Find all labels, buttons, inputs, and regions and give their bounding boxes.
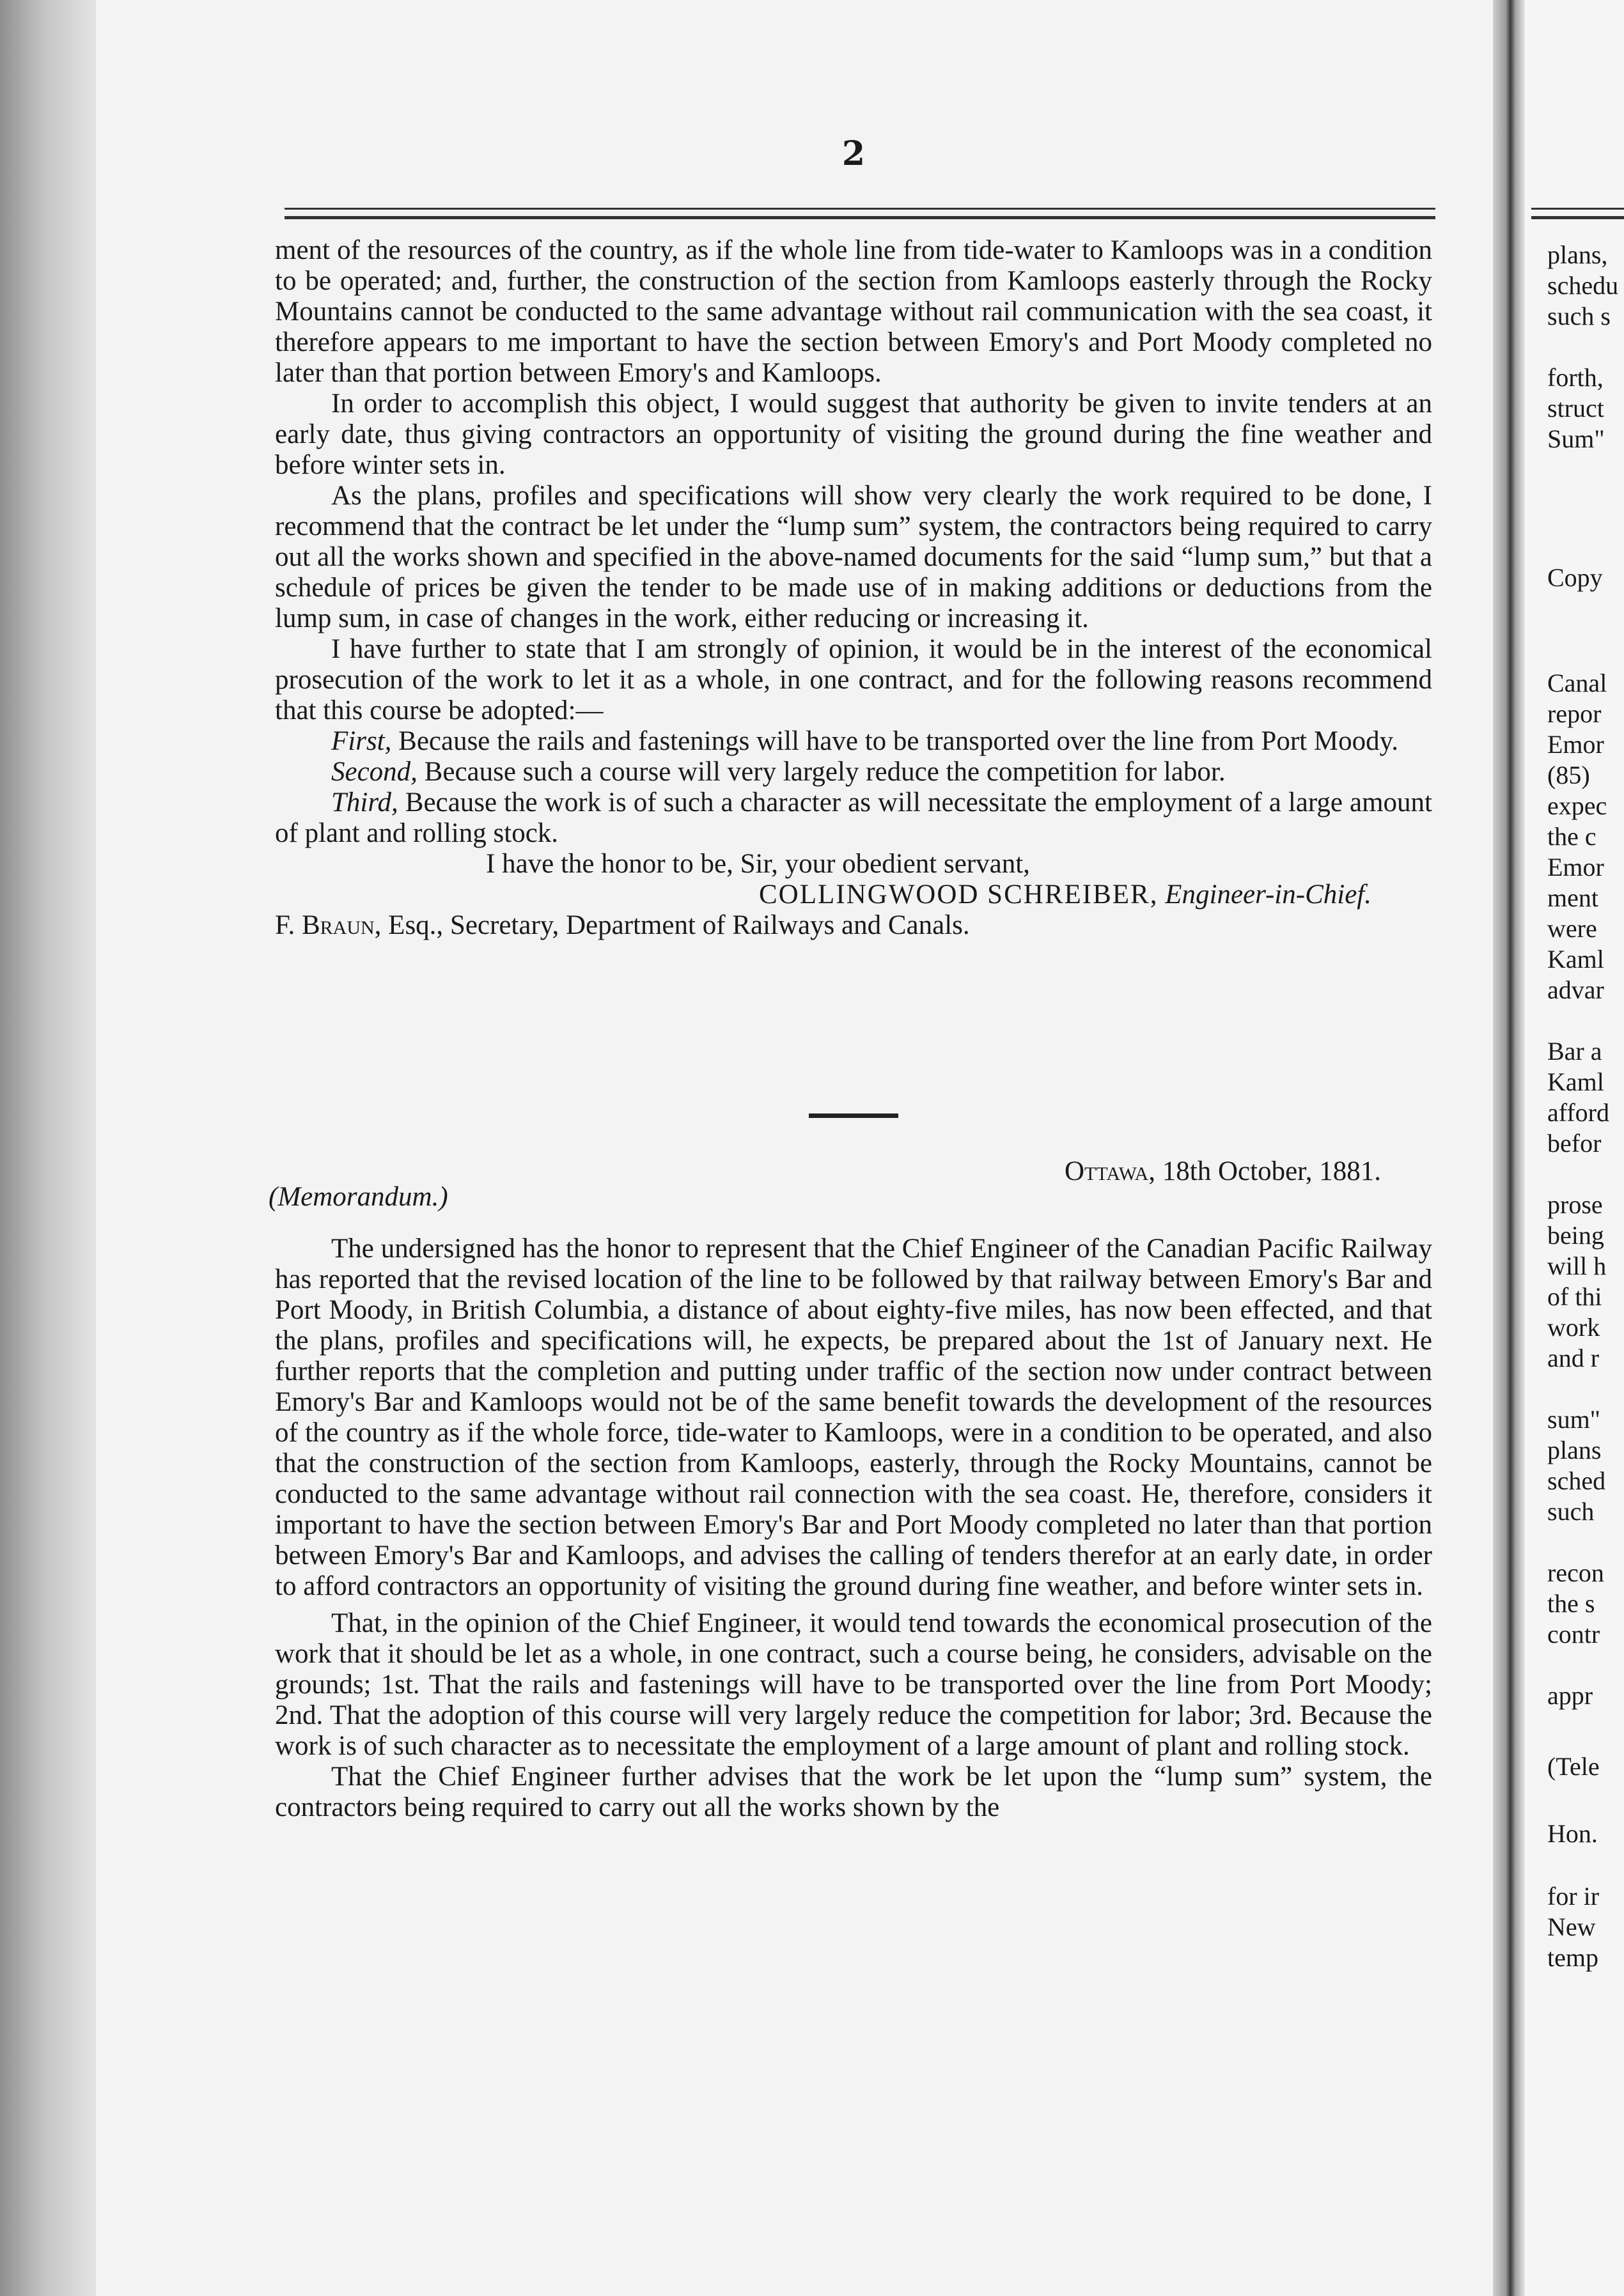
reason-second [275,757,1432,787]
reason-first-label: First, [331,726,392,756]
facing-page-fragment: (Tele [1547,1752,1600,1781]
memo-label: (Memorandum.) [269,1182,448,1212]
reason-second-text: Because such a course will very largely reduce the competition for labor. [417,757,1226,787]
reason-first-text: Because the rails and fastenings will have to be transported over the line from Port Moody. [391,726,1399,756]
facing-page-fragment: Copy [1547,563,1603,592]
facing-page-fragment: temp [1547,1943,1598,1972]
reason-first [275,726,1432,757]
facing-page-fragment: schedu [1547,271,1619,300]
memo-date: , 18th October, 1881. [1148,1156,1381,1186]
facing-page-fragment: repor [1547,699,1602,728]
letter-paragraph-2: In order to accomplish this object, I would suggest that authority be given to invite tenders at an early date, thus giving contractors an opportunity of visiting the ground during the fine weather and before winter sets in. [275,389,1432,480]
facing-page-fragment: struct [1547,394,1604,423]
addressee [275,910,1432,941]
memo-paragraph-2: That, in the opinion of the Chief Engineer, it would tend towards the economical prosecution of the work that it should be let as a whole, in one contract, such a course being, he considers, advisable on the grounds; 1st. That the rails and fastenings will have to be transported over the line from Port Moody; 2nd. That the adoption of this course will very largely reduce the competition for labor; 3rd. Because the work is of such character as to necessitate the employment of a large amount of plant and rolling stock. [275,1608,1432,1761]
facing-page-fragment: for ir [1547,1882,1600,1911]
facing-page-fragment: forth, [1547,363,1604,392]
reason-second-label: Second, [331,757,418,787]
letter-body [275,235,1432,941]
facing-page-fragment: afford [1547,1098,1609,1127]
facing-page-fragment: and r [1547,1344,1600,1372]
facing-page-fragment: recon [1547,1558,1604,1587]
page-number: 2 [841,134,866,173]
memo-place: Ottawa [1065,1156,1149,1186]
facing-page-fragment: Sum" [1547,424,1605,453]
letter-paragraph-3: As the plans, profiles and specifications will show very clearly the work required to be done, I recommend that the contract be let under the “lump sum” system, the contractors being required to carry out all the works shown and specified in the above-named documents for the said “lump sum,” but that a schedule of prices be given the tender to be made use of in making additions or deductions from the lump sum, in case of changes in the work, either reducing or increasing it. [275,481,1432,633]
facing-page-fragment: work [1547,1313,1600,1342]
facing-page-rule [1531,208,1624,219]
facing-page-fragment: Emor [1547,730,1604,759]
memo-paragraph-1: The undersigned has the honor to represent that the Chief Engineer of the Canadian Pacific Railway has reported that the revised location of the line to be followed by that railway between Emory's Bar and Port Moody, in British Columbia, a distance of about eighty-five miles, has now been effected, and that the plans, profiles and specifications will, he expects, be prepared about the 1st of January next. He further reports that the completion and putting under traffic of the section now under contract between Emory's Bar and Kamloops would not be of the same benefit towards the development of the resources of the country as if the whole force, tide-water to Kamloops, were in a condition to be operated, and also that the construction of the section from Kamloops, easterly, through the Rocky Mountains, cannot be conducted to the same advantage without rail connection with the sea coast. He, therefore, considers it important to have the section between Emory's Bar and Port Moody completed no later than that portion between Emory's Bar and Kamloops, and advises the calling of tenders therefor at an early date, in order to afford contractors an opportunity of visiting the ground during fine weather, and before winter sets in. [275,1234,1432,1601]
addressee-name: Braun [301,910,375,940]
facing-page-fragment: Hon. [1547,1819,1598,1848]
memo-dateline [767,1156,1381,1187]
complimentary-close: I have the honor to be, Sir, your obedient servant, [486,849,1030,879]
scan-left-margin [0,0,96,2296]
facing-page-fragment: such [1547,1497,1595,1526]
facing-page-fragment: were [1547,914,1597,943]
facing-page-fragment: contr [1547,1620,1600,1648]
letter-paragraph-4: I have further to state that I am strongly of opinion, it would be in the interest of the economical prosecution of the work to let it as a whole, in one contract, and for the following reasons recommend that this course be adopted:— [275,634,1432,725]
section-divider [809,1113,898,1118]
facing-page-fragment: prose [1547,1190,1603,1219]
facing-page-fragment: Bar a [1547,1037,1602,1066]
facing-page-fragment: New [1547,1912,1596,1941]
letter-paragraph-1: ment of the resources of the country, as if the whole line from tide-water to Kamloops was in a condition to be operated; and, further, the construction of the section from Kamloops easterly through the Rocky Mountains cannot be conducted to the same advantage without rail communication with the sea coast, it therefore appears to me important to have the section between Emory's and Port Moody completed no later than that portion between Emory's and Kamloops. [275,235,1432,388]
facing-page-fragment: being [1547,1221,1604,1250]
header-rule [285,208,1435,219]
facing-page-fragment: befor [1547,1129,1602,1158]
addressee-initial: F. [275,910,302,940]
facing-page-fragment: Kaml [1547,1067,1604,1096]
addressee-rest: , Esq., Secretary, Department of Railways and Canals. [374,910,970,940]
signer-title: Engineer-in-Chief. [1158,880,1371,910]
facing-page-fragment: advar [1547,975,1604,1004]
reason-third [275,787,1432,849]
signature [275,880,1432,910]
facing-page-fragment: expec [1547,791,1607,820]
facing-page-fragment: ment [1547,883,1598,912]
memo-body [275,1234,1432,1823]
facing-page-fragment: such s [1547,302,1611,330]
reason-third-text: Because the work is of such a character as will necessitate the employment of a large amount of plant and rolling stock. [275,787,1432,848]
facing-page-fragment: Canal [1547,669,1607,697]
facing-page-fragment: sum" [1547,1405,1601,1434]
facing-page-fragment: Kaml [1547,945,1604,973]
facing-page-fragment: plans, [1547,240,1608,269]
facing-page-fragment: (85) [1547,761,1590,789]
facing-page-fragment: of thi [1547,1282,1602,1311]
memo-paragraph-3: That the Chief Engineer further advises that the work be let upon the “lump sum” system, the contractors being required to carry out all the works shown by the [275,1762,1432,1822]
book-gutter [1493,0,1525,2296]
reason-third-label: Third, [331,787,398,818]
facing-page-fragment: plans [1547,1436,1602,1464]
facing-page-fragment: will h [1547,1252,1607,1280]
facing-page-fragment: the s [1547,1589,1595,1618]
facing-page-fragment: the c [1547,822,1597,851]
facing-page-fragment: Emor [1547,853,1604,881]
signer-name: COLLINGWOOD SCHREIBER, [759,880,1159,910]
facing-page-fragment: sched [1547,1466,1606,1495]
facing-page-fragment: appr [1547,1681,1593,1710]
